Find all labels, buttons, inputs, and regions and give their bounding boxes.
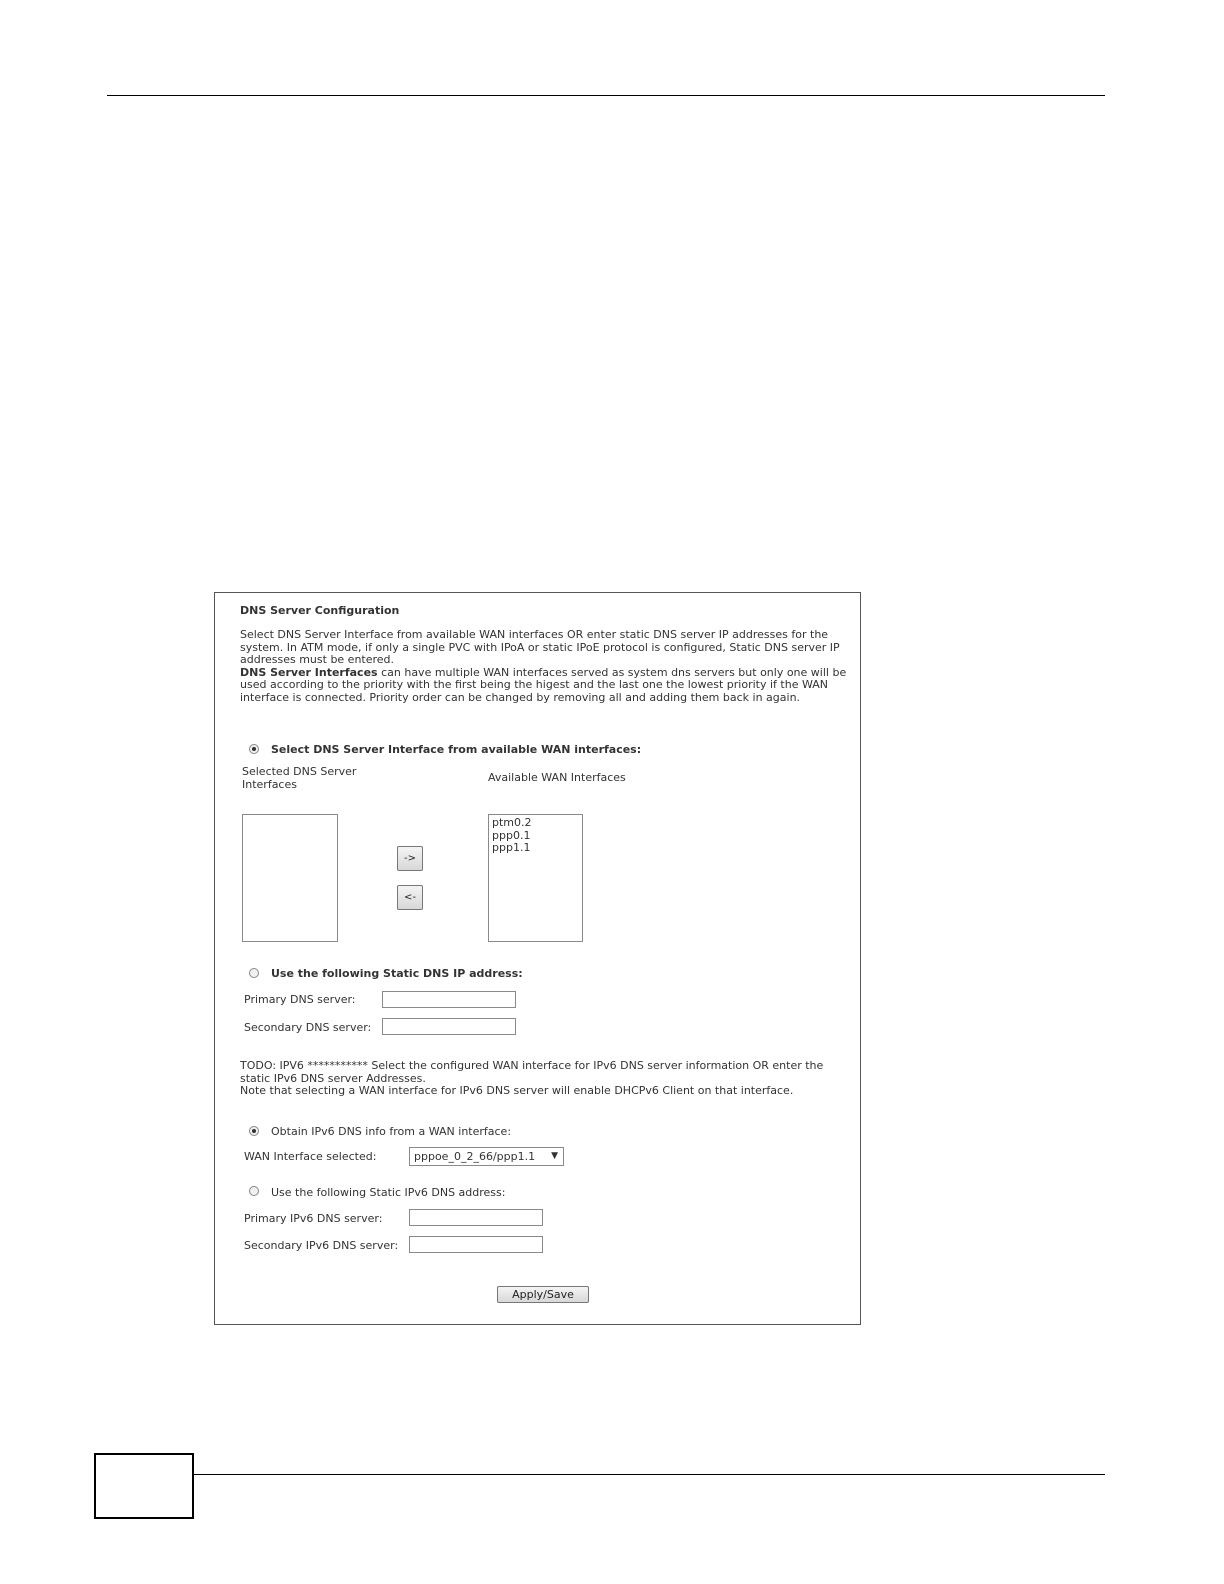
selected-ifaces-label-line: Interfaces — [242, 777, 297, 791]
selected-ifaces-label — [242, 766, 356, 791]
obtain-ipv6-radio[interactable] — [249, 1126, 259, 1136]
intro-text — [240, 629, 850, 704]
intro-line: Select DNS Server Interface from available WAN interfaces OR enter static DNS server IP addresses for the — [240, 628, 829, 641]
apply-save-button[interactable]: Apply/Save — [497, 1286, 589, 1303]
chevron-down-icon: ▼ — [551, 1151, 558, 1161]
secondary-ipv6-field[interactable] — [409, 1236, 543, 1253]
page-number-box — [94, 1453, 194, 1519]
primary-ipv6-label: Primary IPv6 DNS server: — [244, 1212, 383, 1225]
interfaces-line: used according to the priority with the first being the higest and the last one the lowest priority if the WAN — [240, 678, 828, 691]
static-dns-label: Use the following Static DNS IP address: — [271, 967, 523, 980]
available-ifaces-list[interactable] — [488, 814, 583, 942]
intro-line: system. In ATM mode, if only a single PVC with IPoA or static IPoE protocol is configured, Static DNS server IP — [240, 640, 840, 654]
wan-selected-label: WAN Interface selected: — [244, 1150, 377, 1163]
add-iface-button[interactable]: -> — [397, 846, 423, 871]
list-item[interactable]: ppp1.1 — [492, 841, 531, 854]
panel-title: DNS Server Configuration — [240, 604, 400, 617]
ipv6-note-line: TODO: IPV6 *********** Select the configured WAN interface for IPv6 DNS server information OR enter the — [240, 1059, 824, 1072]
select-iface-label: Select DNS Server Interface from available WAN interfaces: — [271, 743, 642, 756]
wan-interface-select[interactable] — [409, 1147, 564, 1166]
ipv6-note-line: Note that selecting a WAN interface for IPv6 DNS server will enable DHCPv6 Client on that interface. — [240, 1084, 794, 1097]
selected-ifaces-list[interactable] — [242, 814, 338, 942]
intro-line: addresses must be entered. — [240, 653, 395, 666]
interfaces-rest: can have multiple WAN interfaces served as system dns servers but only one will be — [377, 665, 847, 679]
list-item[interactable]: ppp0.1 — [492, 828, 531, 842]
ipv6-note — [240, 1060, 850, 1098]
static-ipv6-radio[interactable] — [249, 1186, 259, 1196]
available-ifaces-label: Available WAN Interfaces — [488, 771, 626, 784]
ipv6-note-line: static IPv6 DNS server Addresses. — [240, 1071, 426, 1085]
secondary-ipv6-label: Secondary IPv6 DNS server: — [244, 1239, 399, 1252]
interfaces-line: interface is connected. Priority order can be changed by removing all and adding them back in again. — [240, 690, 801, 704]
secondary-dns-field[interactable] — [382, 1018, 516, 1035]
primary-dns-label: Primary DNS server: — [244, 993, 356, 1006]
dns-config-panel — [214, 592, 861, 1325]
primary-dns-field[interactable] — [382, 991, 516, 1008]
primary-ipv6-field[interactable] — [409, 1209, 543, 1226]
wan-interface-value: pppoe_0_2_66/ppp1.1 — [414, 1150, 536, 1163]
footer-rule — [192, 1474, 1105, 1475]
static-dns-radio[interactable] — [249, 968, 259, 978]
remove-iface-button[interactable]: <- — [397, 885, 423, 910]
select-iface-radio[interactable] — [249, 744, 259, 754]
static-ipv6-label: Use the following Static IPv6 DNS address: — [271, 1186, 506, 1199]
header-rule — [107, 95, 1105, 96]
secondary-dns-label: Secondary DNS server: — [244, 1021, 372, 1034]
interfaces-bold: DNS Server Interfaces — [240, 665, 378, 679]
list-item[interactable]: ptm0.2 — [492, 816, 532, 829]
obtain-ipv6-label: Obtain IPv6 DNS info from a WAN interface: — [271, 1125, 512, 1138]
selected-ifaces-label-line: Selected DNS Server — [242, 765, 357, 778]
